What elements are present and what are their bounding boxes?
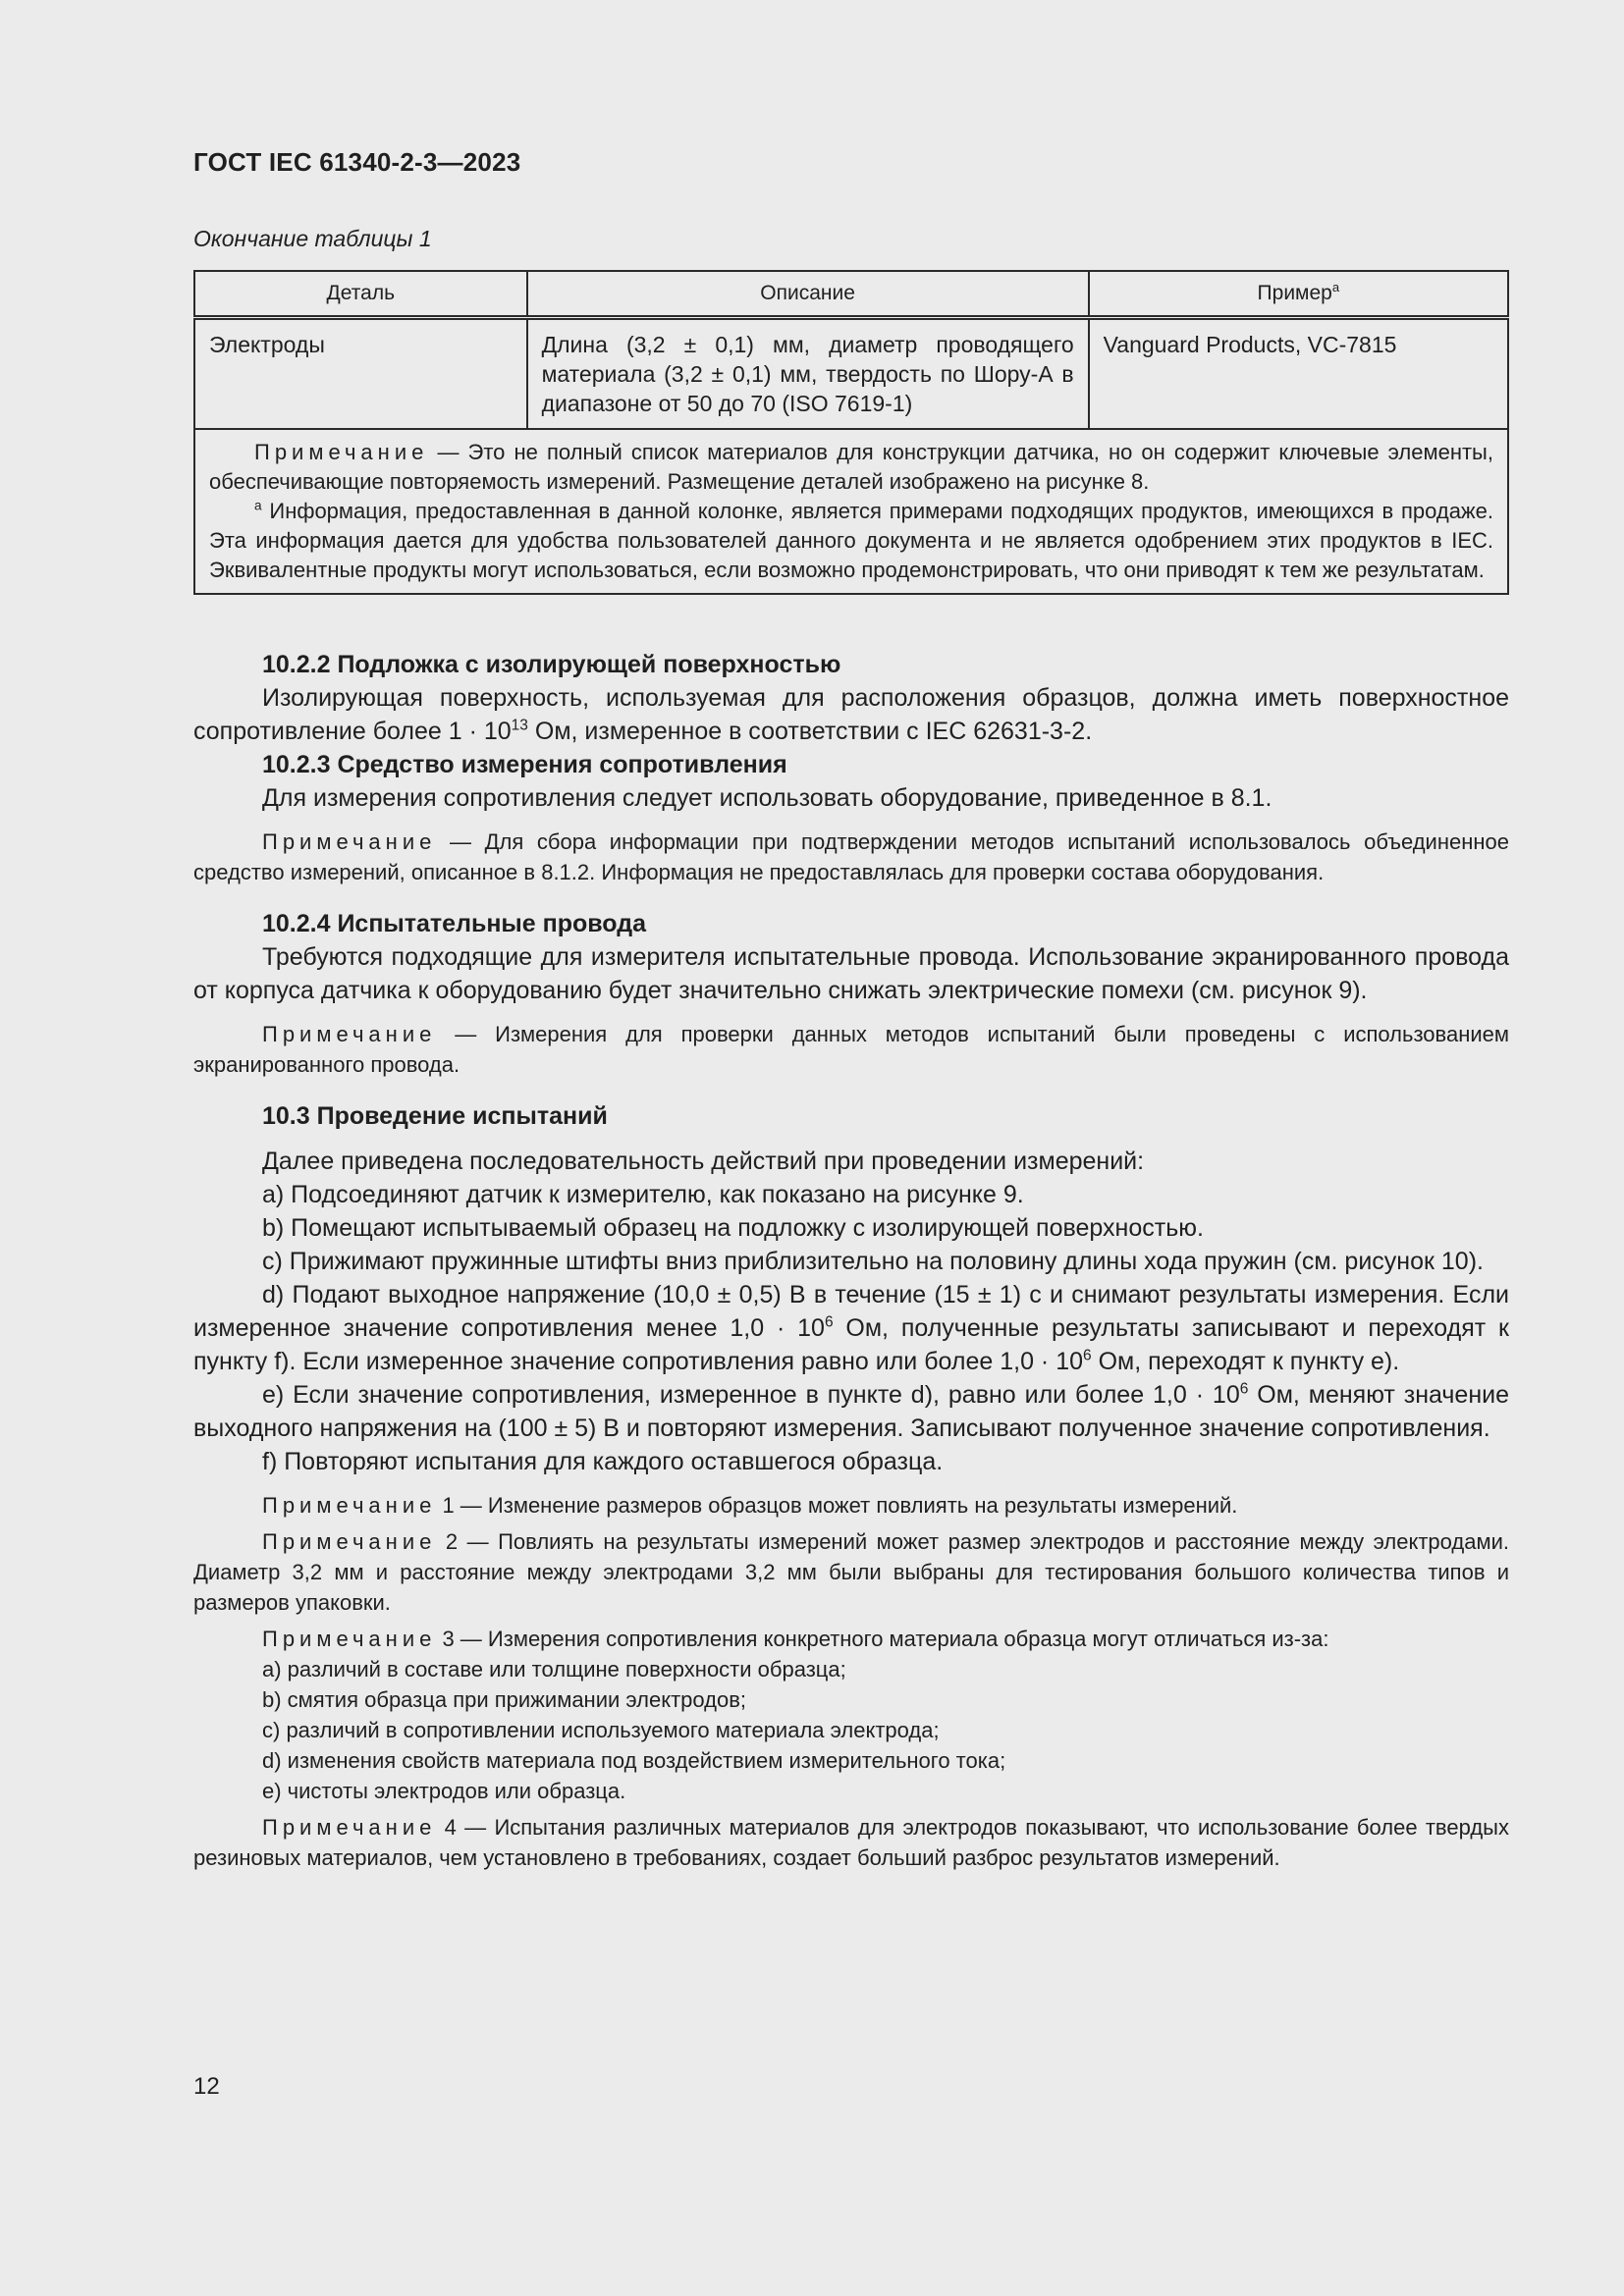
column-header-example: Пример$^a$ [1089, 271, 1508, 318]
note-list-item: a) различий в составе или толщине поверхности образца; [262, 1657, 846, 1682]
list-item: e) Если значение сопротивления, измеренное в пункте d), равно или более $1,0 \cdot 10^6$ Ом, меняют значение выходного напряжения на (100 ± 5) В и повторяют измерения. Записывают полученное значение сопротивления. [193, 1380, 1510, 1442]
table-row [194, 318, 1508, 430]
paragraph-10-2-3: Для измерения сопротивления следует использовать оборудование, приведенное в 8.1. [262, 784, 1272, 812]
column-header-part: Деталь [194, 271, 527, 318]
table-footnote: $^a$ Информация, предоставленная в данной колонке, является примерами подходящих продуктов, имеющихся в продаже. Эта информация дается для удобства пользователей данного документа и не является одобрением этих продуктов в IEC. Эквивалентные продукты могут использоваться, если возможно продемонстрировать, что они приводят к тем же результатам. [209, 498, 1493, 582]
list-item: b) Помещают испытываемый образец на подложку с изолирующей поверхностью. [262, 1214, 1204, 1242]
heading-10-2-4: 10.2.4 Испытательные провода [262, 910, 647, 937]
note-list-item: d) изменения свойств материала под воздействием измерительного тока; [262, 1748, 1006, 1773]
note-10-3-1: Примечание 1 — Изменение размеров образцов может повлиять на результаты измерений. [262, 1493, 1238, 1518]
note-10-3-3: Примечание 3 — Измерения сопротивления конкретного материала образца могут отличаться из-за: [262, 1627, 1329, 1651]
column-header-description: Описание [527, 271, 1089, 318]
document-body [193, 648, 1509, 1873]
list-item: f) Повторяют испытания для каждого оставшегося образца. [262, 1448, 944, 1475]
note-10-3-4: Примечание 4 — Испытания различных материалов для электродов показывают, что использование более твердых резиновых материалов, чем установлено в требованиях, создает больший разброс результатов измерений. [193, 1815, 1509, 1870]
note-list-item: e) чистоты электродов или образца. [262, 1779, 626, 1803]
table-note: Примечание — Это не полный список материалов для конструкции датчика, но он содержит ключевые элементы, обеспечивающие повторяемость измерений. Размещение деталей изображено на рисунке 8. [209, 440, 1493, 494]
parts-table [193, 270, 1509, 595]
note-list-item: b) смятия образца при прижимании электродов; [262, 1687, 747, 1712]
note-list-item: c) различий в сопротивлении используемого материала электрода; [262, 1718, 940, 1742]
heading-10-2-2: 10.2.2 Подложка с изолирующей поверхностью [262, 651, 841, 678]
note-10-3-2: Примечание 2 — Повлиять на результаты измерений может размер электродов и расстояние между электродами. Диаметр 3,2 мм и расстояние между электродами 3,2 мм были выбраны для тестирования большого количества типов и размеров упаковки. [193, 1529, 1509, 1615]
table-notes-row [194, 429, 1508, 594]
list-item: c) Прижимают пружинные штифты вниз приблизительно на половину длины хода пружин (см. рисунок 10). [262, 1248, 1484, 1275]
cell-example: Vanguard Products, VC-7815 [1089, 318, 1508, 430]
list-item: a) Подсоединяют датчик к измерителю, как показано на рисунке 9. [262, 1181, 1024, 1208]
table-notes-cell [194, 429, 1508, 594]
heading-10-3: 10.3 Проведение испытаний [262, 1102, 608, 1130]
table-header-row [194, 271, 1508, 318]
paragraph-10-3-intro: Далее приведена последовательность действий при проведении измерений: [262, 1148, 1145, 1175]
cell-part: Электроды [194, 318, 527, 430]
paragraph-10-2-4: Требуются подходящие для измерителя испытательные провода. Использование экранированного провода от корпуса датчика к оборудованию будет значительно снижать электрические помехи (см. рисунок 9). [193, 943, 1509, 1004]
note-10-2-4: Примечание — Измерения для проверки данных методов испытаний были проведены с использованием экранированного провода. [193, 1022, 1509, 1077]
page-number: 12 [193, 2073, 220, 2100]
table-caption: Окончание таблицы 1 [193, 226, 432, 251]
cell-description: Длина (3,2 ± 0,1) мм, диаметр проводящего материала (3,2 ± 0,1) мм, твердость по Шору-А в диапазоне от 50 до 70 (ISO 7619-1) [527, 318, 1089, 430]
heading-10-2-3: 10.2.3 Средство измерения сопротивления [262, 751, 787, 778]
document-header: ГОСТ IEC 61340-2-3—2023 [193, 147, 521, 177]
note-10-2-3: Примечание — Для сбора информации при подтверждении методов испытаний использовалось объединенное средство измерений, описанное в 8.1.2. Информация не предоставлялась для проверки состава оборудования. [193, 829, 1509, 884]
list-item: d) Подают выходное напряжение (10,0 ± 0,5) В в течение (15 ± 1) с и снимают результаты измерения. Если измеренное значение сопротивления менее $1,0 \cdot 10^6$ Ом, полученные результаты записывают и переходят к пункту f). Если измеренное значение сопротивления равно или более $1,0 \cdot 10^6$ Ом, переходят к пункту е). [193, 1281, 1509, 1375]
paragraph-10-2-2: Изолирующая поверхность, используемая для расположения образцов, должна иметь поверхностное сопротивление более $1 \cdot 10^{13}$ Ом, измеренное в соответствии с IEC 62631-3-2. [193, 684, 1509, 745]
